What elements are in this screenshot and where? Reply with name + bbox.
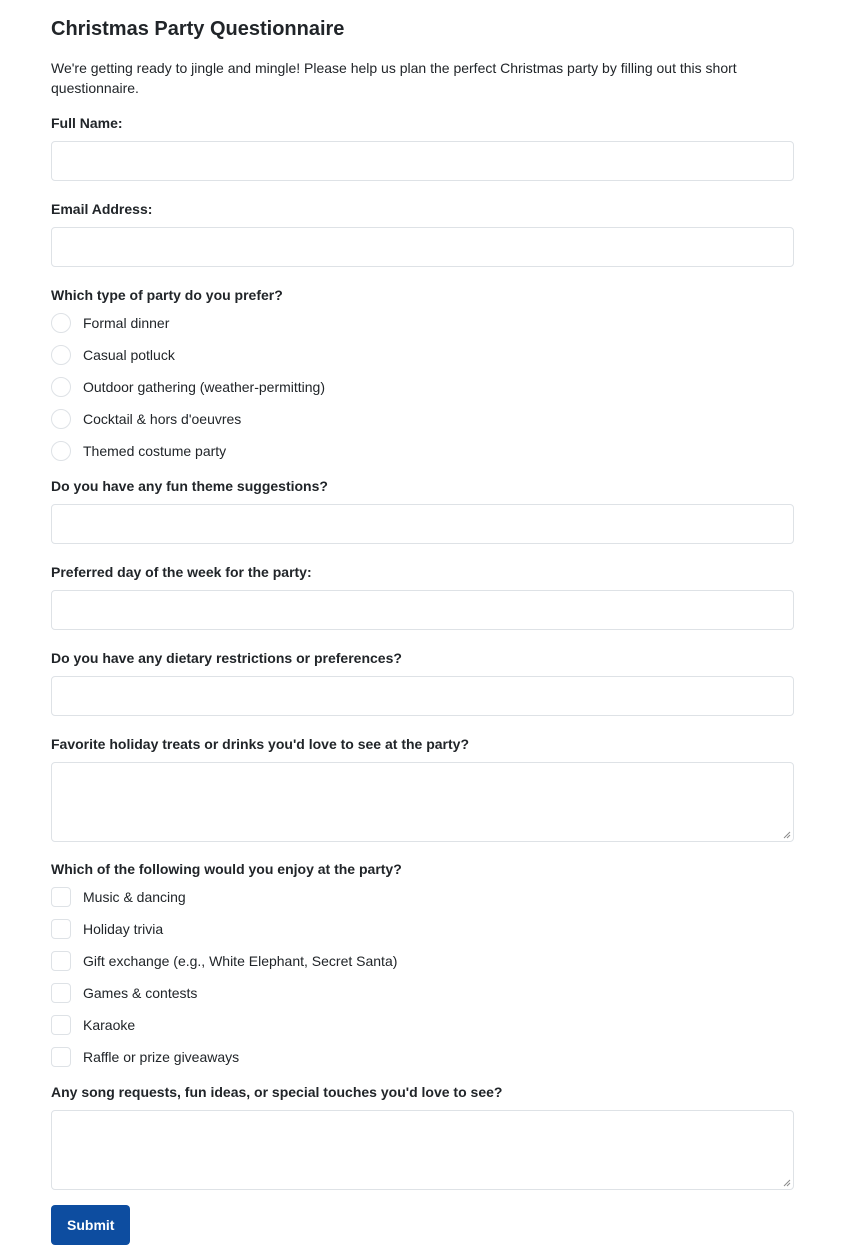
dietary-label: Do you have any dietary restrictions or preferences? — [51, 650, 402, 666]
checkbox[interactable] — [51, 887, 71, 907]
questionnaire-form — [51, 16, 794, 1245]
party-type-option[interactable] — [51, 409, 794, 429]
party-type-option[interactable] — [51, 345, 794, 365]
resize-handle-icon[interactable] — [783, 1179, 791, 1187]
party-type-option[interactable] — [51, 441, 794, 461]
radio-button[interactable] — [51, 345, 71, 365]
option-label: Formal dinner — [83, 315, 170, 331]
option-label: Gift exchange (e.g., White Elephant, Secret Santa) — [83, 953, 398, 969]
treats-label: Favorite holiday treats or drinks you'd love to see at the party? — [51, 736, 469, 752]
page-title: Christmas Party Questionnaire — [51, 18, 345, 40]
option-label: Music & dancing — [83, 889, 186, 905]
submit-button[interactable]: Submit — [51, 1205, 130, 1245]
radio-button[interactable] — [51, 313, 71, 333]
activity-option[interactable] — [51, 919, 794, 939]
party-type-group — [51, 313, 794, 461]
option-label: Games & contests — [83, 985, 198, 1001]
checkbox[interactable] — [51, 1047, 71, 1067]
full-name-input[interactable] — [51, 141, 794, 181]
activity-option[interactable] — [51, 1015, 794, 1035]
theme-input[interactable] — [51, 504, 794, 544]
requests-label: Any song requests, fun ideas, or special touches you'd love to see? — [51, 1084, 503, 1100]
option-label: Outdoor gathering (weather-permitting) — [83, 379, 326, 395]
checkbox[interactable] — [51, 919, 71, 939]
activity-option[interactable] — [51, 1047, 794, 1067]
option-label: Raffle or prize giveaways — [83, 1049, 240, 1065]
radio-button[interactable] — [51, 441, 71, 461]
resize-handle-icon[interactable] — [783, 831, 791, 839]
email-label: Email Address: — [51, 201, 153, 217]
day-input[interactable] — [51, 590, 794, 630]
party-type-option[interactable] — [51, 377, 794, 397]
party-type-option[interactable] — [51, 313, 794, 333]
checkbox[interactable] — [51, 983, 71, 1003]
activities-group — [51, 887, 794, 1067]
intro-text: We're getting ready to jingle and mingle! Please help us plan the perfect Christmas party by filling out this short questionnaire. — [51, 60, 737, 96]
theme-label: Do you have any fun theme suggestions? — [51, 478, 328, 494]
option-label: Casual potluck — [83, 347, 175, 363]
activities-label: Which of the following would you enjoy at the party? — [51, 861, 402, 877]
activity-option[interactable] — [51, 983, 794, 1003]
email-input[interactable] — [51, 227, 794, 267]
party-type-label: Which type of party do you prefer? — [51, 287, 283, 303]
radio-button[interactable] — [51, 409, 71, 429]
radio-button[interactable] — [51, 377, 71, 397]
full-name-label: Full Name: — [51, 115, 123, 131]
option-label: Holiday trivia — [83, 921, 164, 937]
requests-textarea[interactable] — [51, 1110, 794, 1190]
activity-option[interactable] — [51, 887, 794, 907]
dietary-input[interactable] — [51, 676, 794, 716]
option-label: Karaoke — [83, 1017, 136, 1033]
activity-option[interactable] — [51, 951, 794, 971]
option-label: Cocktail & hors d'oeuvres — [83, 411, 242, 427]
day-label: Preferred day of the week for the party: — [51, 564, 312, 580]
checkbox[interactable] — [51, 1015, 71, 1035]
option-label: Themed costume party — [83, 443, 227, 459]
treats-textarea[interactable] — [51, 762, 794, 842]
checkbox[interactable] — [51, 951, 71, 971]
